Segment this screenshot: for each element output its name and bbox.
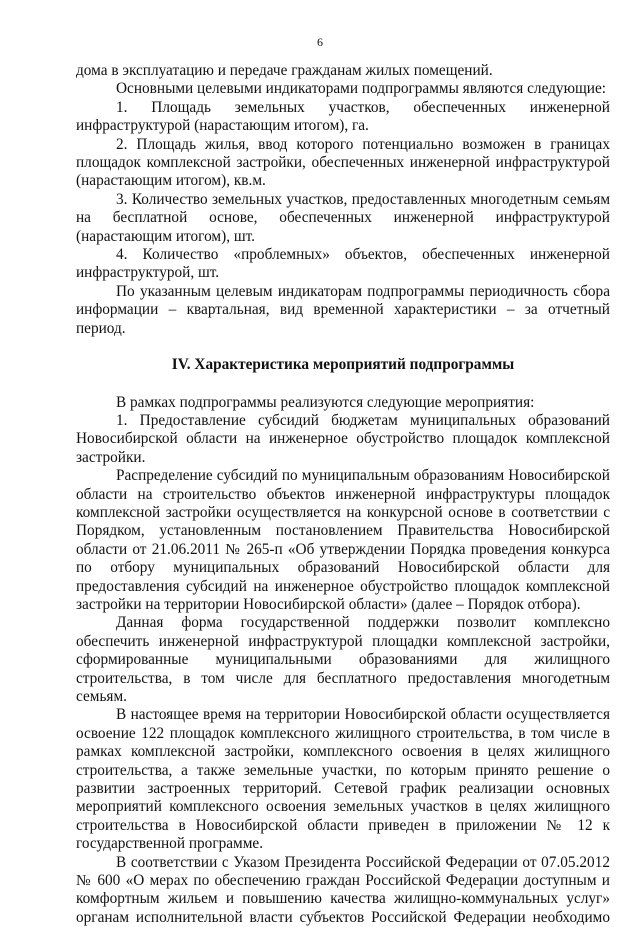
paragraph-support-form: Данная форма государственной поддержки позволит комплексно обеспечить инженерной инфраструктурой площадки комплексной застройки, сформированные муниципальными образованиями для жилищного строительства, в том числе для бесплатного предоставления многодетным семьям. bbox=[76, 614, 610, 705]
paragraph-continuation: дома в эксплуатацию и передаче гражданам жилых помещений. bbox=[76, 62, 493, 79]
paragraph-indicator-2: 2. Площадь жилья, ввод которого потенциально возможен в границах площадок комплексной застройки, обеспеченных инженерной инфраструктурой (нарастающим итогом), кв.м. bbox=[76, 135, 610, 190]
paragraph-current-status: В настоящее время на территории Новосибирской области осуществляется освоение 122 площадок комплексного жилищного строительства, в том числе в рамках комплексной застройки, комплексного освоения в целях жилищного строительства, а также земельные участки, по которым принято решение о развитии застроенных территорий. Сетевой график реализации основных мероприятий комплексного освоения земельных участков в целях жилищного строительства в Новосибирской области приведен в приложении № 12 к государственной программе. bbox=[76, 706, 610, 853]
paragraph-periodicity: По указанным целевым индикаторам подпрограммы периодичность сбора информации – квартальная, вид временной характеристики – за отчетный период. bbox=[76, 282, 610, 337]
paragraph-indicator-4: 4. Количество «проблемных» объектов, обеспеченных инженерной инфраструктурой, шт. bbox=[76, 246, 610, 282]
paragraph-indicator-1: 1. Площадь земельных участков, обеспеченных инженерной инфраструктурой (нарастающим итогом), га. bbox=[76, 98, 610, 135]
document-body bbox=[76, 62, 610, 927]
paragraph-indicator-3: 3. Количество земельных участков, предоставленных многодетным семьям на бесплатной основе, обеспеченных инженерной инфраструктурой (нарастающим итогом), шт. bbox=[76, 190, 610, 245]
section-heading: IV. Характеристика мероприятий подпрограммы bbox=[171, 356, 515, 374]
paragraph-indicators-intro: Основными целевыми индикаторами подпрограммы являются следующие: bbox=[116, 80, 607, 98]
paragraph-presidential-decree: В соответствии с Указом Президента Российской Федерации от 07.05.2012 № 600 «О мерах по обеспечению граждан Российской Федерации доступным и комфортным жильем и повышению качества жилищно-коммунальных услуг» органам исполнительной власти субъектов Российской Федерации необходимо bbox=[76, 853, 610, 926]
page-number: 6 bbox=[317, 35, 323, 49]
paragraph-subsidy-distribution: Распределение субсидий по муниципальным образованиям Новосибирской области на строительство объектов инженерной инфраструктуры площадок комплексной застройки осуществляется на конкурсной основе в соответствии с Порядком, установленным постановлением Правительства Новосибирской области от 21.06.2011 № 265-п «Об утверждении Порядка проведения конкурса по отбору муниципальных образований Новосибирской области для предоставления субсидий на инженерное обустройство площадок комплексной застройки на территории Новосибирской области» (далее – Порядок отбора). bbox=[76, 467, 610, 613]
paragraph-measure-1: 1. Предоставление субсидий бюджетам муниципальных образований Новосибирской области на инженерное обустройство площадок комплексной застройки. bbox=[76, 411, 610, 466]
paragraph-measures-intro: В рамках подпрограммы реализуются следующие мероприятия: bbox=[116, 393, 535, 411]
